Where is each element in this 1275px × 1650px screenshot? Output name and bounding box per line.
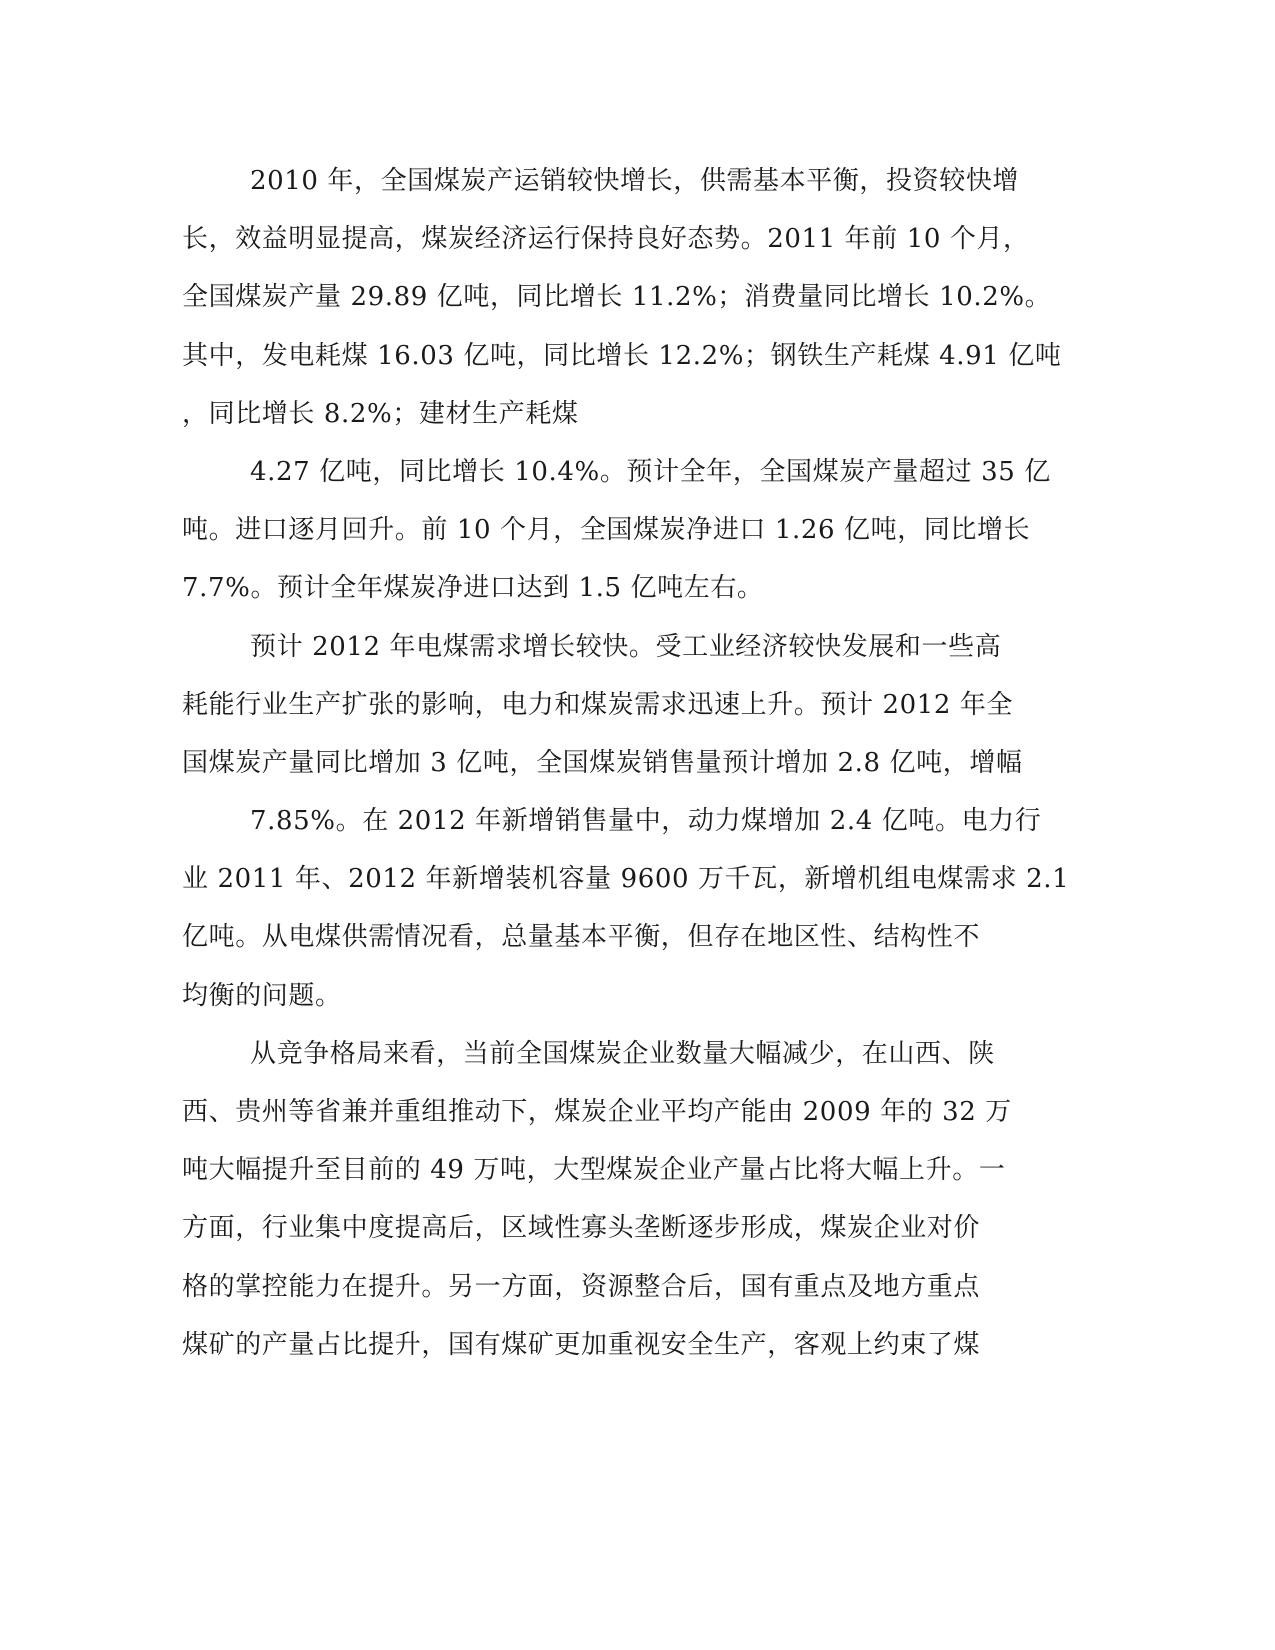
text-line: 吨大幅提升至目前的 49 万吨，大型煤炭企业产量占比将大幅上升。一 bbox=[182, 1155, 1006, 1186]
text-line: 从竞争格局来看，当前全国煤炭企业数量大幅减少，在山西、陕 bbox=[250, 1038, 995, 1069]
text-line: 均衡的问题。 bbox=[182, 980, 342, 1011]
text-line: 格的掌控能力在提升。另一方面，资源整合后，国有重点及地方重点 bbox=[182, 1271, 981, 1302]
text-line: 方面，行业集中度提高后，区域性寡头垄断逐步形成，煤炭企业对价 bbox=[182, 1213, 981, 1244]
text-line: 国煤炭产量同比增加 3 亿吨，全国煤炭销售量预计增加 2.8 亿吨，增幅 bbox=[182, 747, 1023, 778]
text-line: 4.27 亿吨，同比增长 10.4%。预计全年，全国煤炭产量超过 35 亿 bbox=[250, 456, 1051, 487]
text-line: 2010 年，全国煤炭产运销较快增长，供需基本平衡，投资较快增 bbox=[250, 166, 1020, 196]
text-line: 7.85%。在 2012 年新增销售量中，动力煤增加 2.4 亿吨。电力行 bbox=[250, 806, 1042, 837]
text-line: 西、贵州等省兼并重组推动下，煤炭企业平均产能由 2009 年的 32 万 bbox=[182, 1097, 1012, 1127]
text-line: 预计 2012 年电煤需求增长较快。受工业经济较快发展和一些高 bbox=[250, 631, 1002, 662]
text-line: 吨。进口逐月回升。前 10 个月，全国煤炭净进口 1.26 亿吨，同比增长 bbox=[182, 515, 1031, 546]
text-line: 亿吨。从电煤供需情况看，总量基本平衡，但存在地区性、结构性不 bbox=[182, 922, 981, 953]
text-line: ，同比增长 8.2%；建材生产耗煤 bbox=[182, 398, 579, 429]
body-text bbox=[182, 152, 1070, 1374]
text-line: 其中，发电耗煤 16.03 亿吨，同比增长 12.2%；钢铁生产耗煤 4.91 亿吨 bbox=[182, 340, 1062, 371]
text-line: 煤矿的产量占比提升，国有煤矿更加重视安全生产，客观上约束了煤 bbox=[182, 1329, 981, 1360]
text-line: 全国煤炭产量 29.89 亿吨，同比增长 11.2%；消费量同比增长 10.2%。 bbox=[182, 282, 1052, 313]
text-line: 耗能行业生产扩张的影响，电力和煤炭需求迅速上升。预计 2012 年全 bbox=[182, 689, 1014, 720]
text-line: 长，效益明显提高，煤炭经济运行保持良好态势。2011 年前 10 个月， bbox=[182, 224, 1030, 255]
text-line: 7.7%。预计全年煤炭净进口达到 1.5 亿吨左右。 bbox=[182, 573, 764, 604]
text-line: 业 2011 年、2012 年新增装机容量 9600 万千瓦，新增机组电煤需求 2.1 bbox=[182, 864, 1070, 895]
